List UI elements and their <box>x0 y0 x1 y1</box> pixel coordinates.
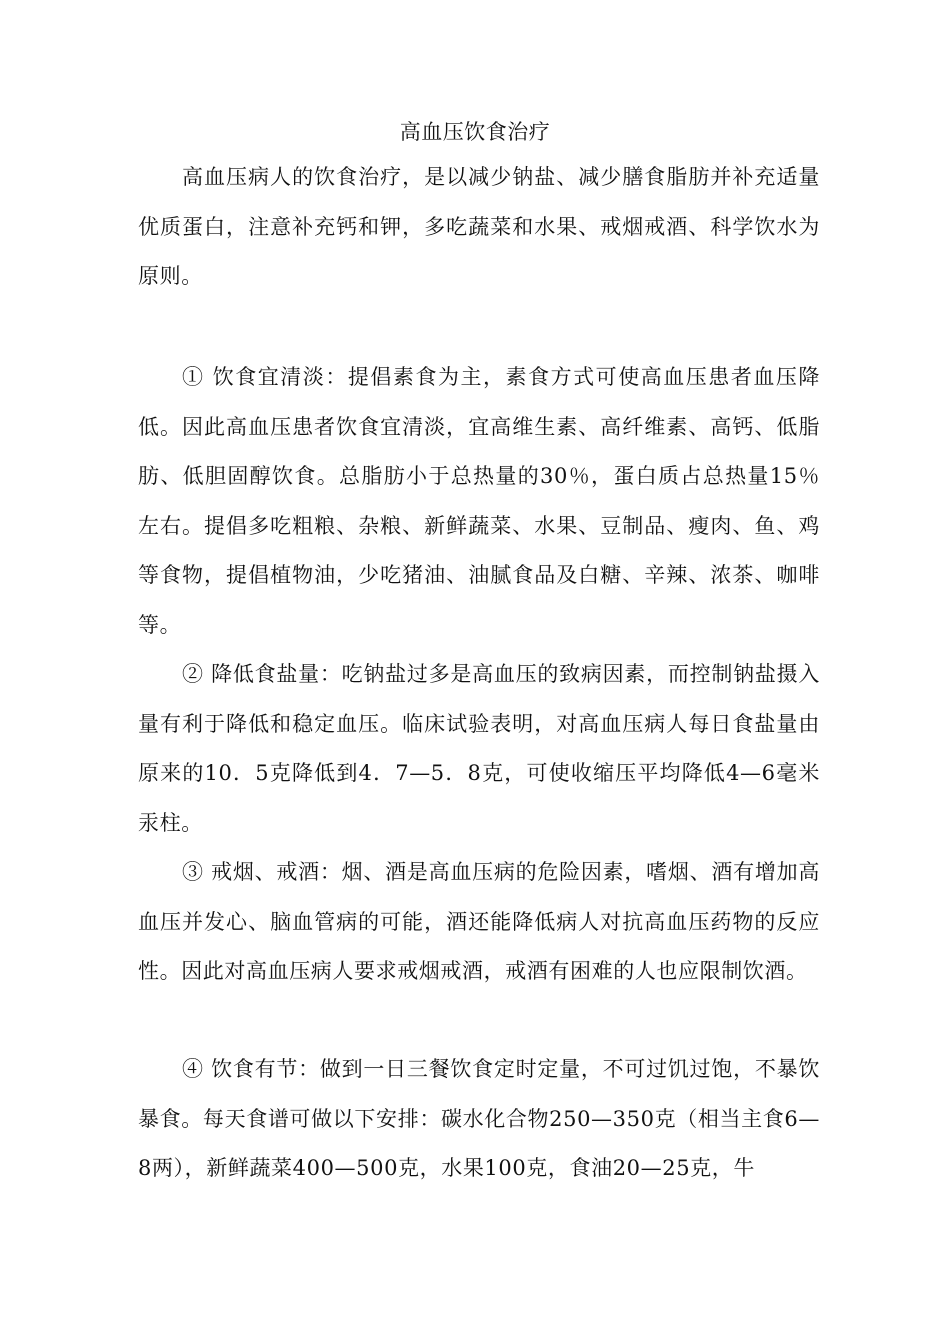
intro-paragraph: 高血压病人的饮食治疗，是以减少钠盐、减少膳食脂肪并补充适量优质蛋白，注意补充钙和钾，多吃蔬菜和水果、戒烟戒酒、科学饮水为原则。 <box>138 165 820 289</box>
item-paragraph-3: ③ 戒烟、戒酒：烟、酒是高血压病的危险因素，嗜烟、酒有增加高血压并发心、脑血管病的可能，酒还能降低病人对抗高血压药物的反应性。因此对高血压病人要求戒烟戒酒，戒酒有困难的人也应限制饮酒。 <box>138 860 820 984</box>
document-title: 高血压饮食治疗 <box>399 120 551 144</box>
item-paragraph-2: ② 降低食盐量：吃钠盐过多是高血压的致病因素，而控制钠盐摄入量有利于降低和稳定血压。临床试验表明，对高血压病人每日食盐量由原来的10．5克降低到4．7—5．8克，可使收缩压平均降低4—6毫米汞柱。 <box>138 662 820 835</box>
item-paragraph-1: ① 饮食宜清淡：提倡素食为主，素食方式可使高血压患者血压降低。因此高血压患者饮食宜清淡，宜高维生素、高纤维素、高钙、低脂肪、低胆固醇饮食。总脂肪小于总热量的30％，蛋白质占总热量15％左右。提倡多吃粗粮、杂粮、新鲜蔬菜、水果、豆制品、瘦肉、鱼、鸡等食物，提倡植物油，少吃猪油、油腻食品及白糖、辛辣、浓茶、咖啡等。 <box>138 365 820 637</box>
item-paragraph-4: ④ 饮食有节：做到一日三餐饮食定时定量，不可过饥过饱，不暴饮暴食。每天食谱可做以下安排：碳水化合物250—350克（相当主食6—8两），新鲜蔬菜400—500克，水果100克，食油20—25克，牛 <box>138 1057 820 1181</box>
